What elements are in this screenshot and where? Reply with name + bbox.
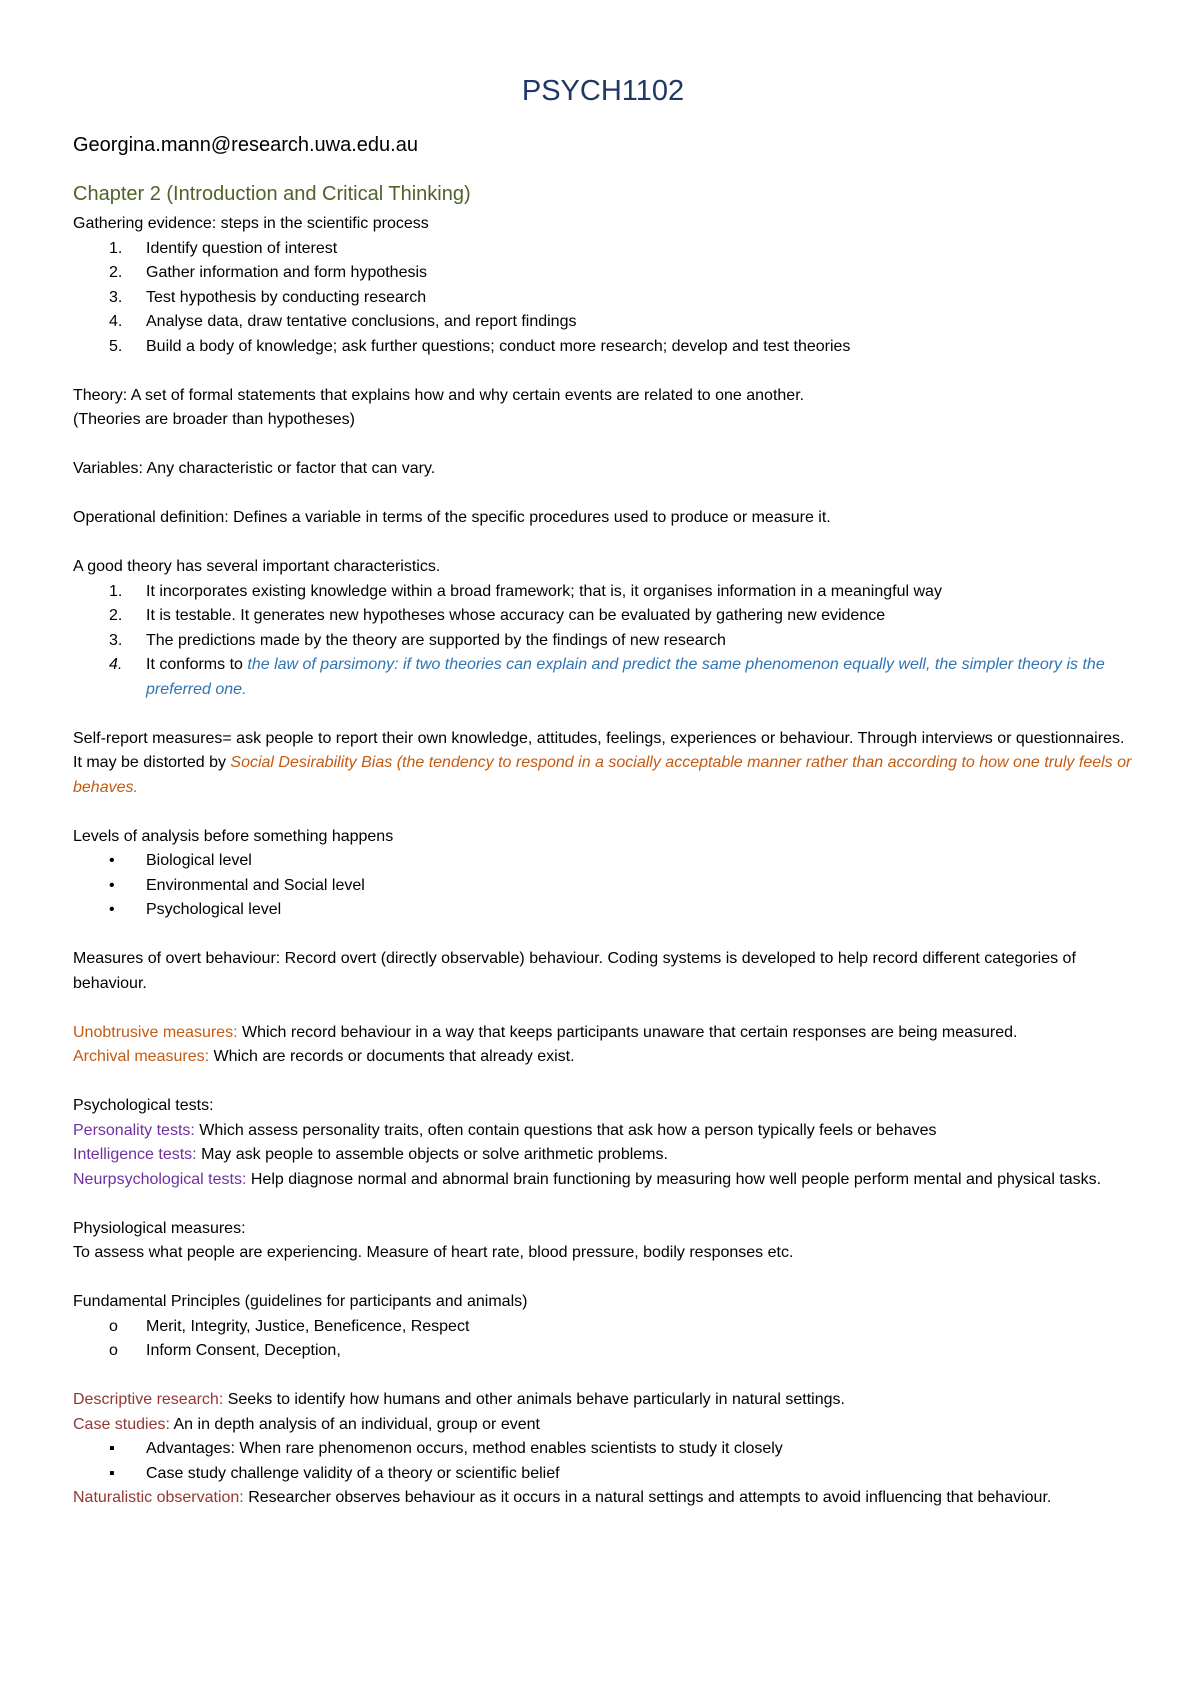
good-theory-list: [73, 580, 1133, 703]
personality-tests: Personality tests: Which assess personality traits, often contain questions that ask how a person typically feels or behaves: [73, 1121, 937, 1139]
self-report-paragraph: Self-report measures= ask people to report their own knowledge, attitudes, feelings, experiences or behaviour. Through interviews or questionnaires. It may be distorted by Social Desirability Bias (the tendency to respond in a socially acceptable manner rather than according to how one truly feels or behaves.: [73, 729, 1132, 796]
intelligence-tests: Intelligence tests: May ask people to assemble objects or solve arithmetic problems.: [73, 1146, 668, 1163]
parsimony-law: the law of parsimony: if two theories can explain and predict the same phenomenon equally well, the simpler theory is the preferred one.: [146, 656, 1105, 698]
principles-intro: Fundamental Principles (guidelines for participants and animals): [73, 1293, 528, 1310]
list-item: 5. Build a body of knowledge; ask further questions; conduct more research; develop and test theories: [109, 337, 851, 355]
physio-text: To assess what people are experiencing. Measure of heart rate, blood pressure, bodily responses etc.: [73, 1244, 794, 1261]
list-item: • Biological level: [109, 852, 252, 869]
social-desirability-bias: Social Desirability Bias (the tendency to respond in a socially acceptable manner rather than according to how one truly feels or behaves.: [73, 754, 1132, 796]
naturalistic-observation: Naturalistic observation: Researcher observes behaviour as it occurs in a natural settings and attempts to avoid influencing that behaviour.: [73, 1489, 1052, 1506]
operational-definition: Operational definition: Defines a variable in terms of the specific procedures used to produce or measure it.: [73, 509, 831, 526]
list-item: 3. Test hypothesis by conducting research: [109, 288, 427, 306]
list-item: 3. The predictions made by the theory are supported by the findings of new research: [109, 631, 726, 649]
list-item: • Psychological level: [109, 901, 282, 918]
list-item: ▪ Advantages: When rare phenomenon occurs, method enables scientists to study it closely: [109, 1440, 783, 1457]
list-item: o Inform Consent, Deception,: [109, 1342, 341, 1359]
list-item: 2. Gather information and form hypothesis: [109, 264, 428, 281]
list-item: o Merit, Integrity, Justice, Beneficence, Respect: [109, 1317, 470, 1335]
list-item: 1. Identify question of interest: [109, 239, 338, 257]
case-studies: Case studies: An in depth analysis of an individual, group or event: [73, 1415, 540, 1433]
unobtrusive-measures: Unobtrusive measures: Which record behaviour in a way that keeps participants unaware that certain responses are being measured.: [73, 1023, 1018, 1041]
overt-behaviour: Measures of overt behaviour: Record overt (directly observable) behaviour. Coding systems is developed to help record different categories of behaviour.: [73, 950, 1076, 992]
levels-list: [73, 849, 1133, 923]
principles-list: [73, 1315, 1133, 1364]
scientific-steps-list: [73, 237, 1133, 360]
theory-note: (Theories are broader than hypotheses): [73, 411, 355, 428]
physio-intro: Physiological measures:: [73, 1219, 246, 1237]
psych-tests-intro: Psychological tests:: [73, 1097, 214, 1114]
descriptive-research: Descriptive research: Seeks to identify how humans and other animals behave particularly in natural settings.: [73, 1391, 845, 1408]
document-page: [73, 75, 1133, 1511]
list-item: 2. It is testable. It generates new hypotheses whose accuracy can be evaluated by gathering new evidence: [109, 607, 886, 624]
variables-definition: Variables: Any characteristic or factor that can vary.: [73, 460, 436, 477]
list-item: • Environmental and Social level: [109, 876, 365, 894]
list-item: ▪ Case study challenge validity of a theory or scientific belief: [109, 1464, 560, 1482]
document-title: PSYCH1102: [521, 75, 685, 107]
email-address: Georgina.mann@research.uwa.edu.au: [73, 134, 418, 156]
list-item: 1. It incorporates existing knowledge within a broad framework; that is, it organises information in a meaningful way: [109, 582, 942, 600]
case-studies-list: [73, 1437, 1133, 1486]
theory-definition: Theory: A set of formal statements that explains how and why certain events are related to one another.: [73, 386, 805, 404]
list-item: 4. Analyse data, draw tentative conclusions, and report findings: [109, 313, 577, 330]
list-item: 4. It conforms to the law of parsimony: if two theories can explain and predict the same phenomenon equally well, the simpler theory is the preferred one.: [109, 656, 1105, 698]
archival-measures: Archival measures: Which are records or documents that already exist.: [73, 1048, 575, 1065]
gathering-intro: Gathering evidence: steps in the scientific process: [73, 215, 429, 232]
good-theory-intro: A good theory has several important characteristics.: [73, 558, 441, 575]
chapter-heading: Chapter 2 (Introduction and Critical Thinking): [73, 183, 471, 205]
levels-intro: Levels of analysis before something happens: [73, 827, 394, 845]
neuropsych-tests: Neurpsychological tests: Help diagnose normal and abnormal brain functioning by measuring how well people perform mental and physical tasks.: [73, 1170, 1102, 1188]
